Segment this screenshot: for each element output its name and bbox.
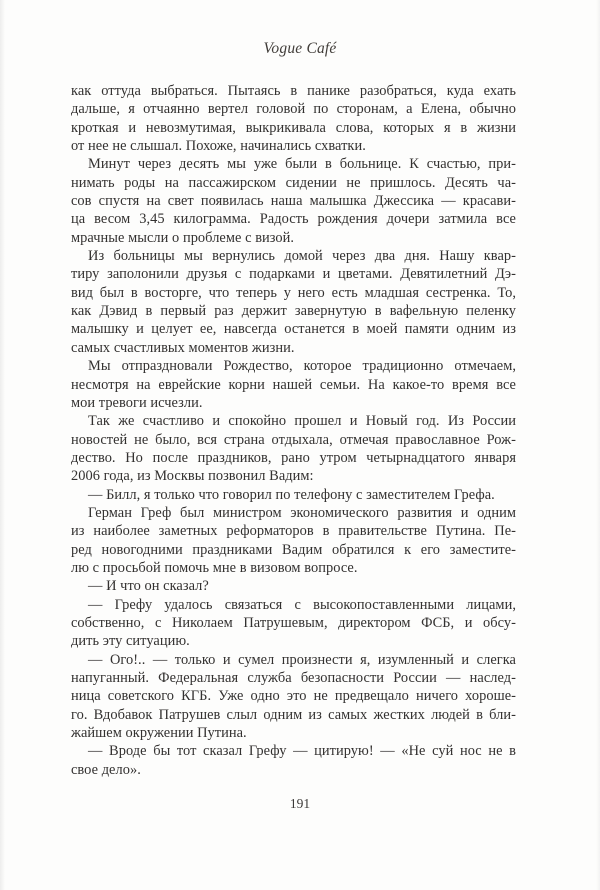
text-line: мои тревоги исчезли. (71, 394, 203, 411)
text-line: тиру заполонили друзья с подарками и цветами. Девятилетний Дэ- (71, 266, 516, 283)
text-line: вид был в восторге, что теперь у него есть младшая сестренка. То, (71, 284, 516, 301)
text-line: несмотря на еврейские корни нашей семьи. На какое-то время все (71, 376, 516, 393)
text-line: малышку и целует ее, навсегда останется в моей памяти одним из (71, 321, 516, 338)
text-line: Так же счастливо и спокойно прошел и Новый год. Из России (88, 413, 516, 430)
text-line: кроткая и невозмутимая, выкрикивала слова, которых я в жизни (71, 119, 516, 136)
page-body (71, 82, 516, 779)
text-line: сов спустя на свет появилась наша малышка Джессика — красави- (71, 193, 516, 210)
text-line: лю с просьбой помочь мне в визовом вопросе. (71, 559, 358, 576)
paragraph (71, 247, 516, 357)
paragraph (71, 155, 516, 247)
paragraph (71, 596, 516, 651)
text-line: Мы отпраздновали Рождество, которое традиционно отмечаем, (88, 358, 516, 375)
text-line: дальше, я отчаянно вертел головой по сторонам, а Елена, обычно (71, 101, 516, 118)
paragraph (71, 357, 516, 412)
text-line: ница советского КГБ. Уже одно это не предвещало ничего хороше- (71, 688, 516, 705)
paragraph (71, 577, 516, 595)
text-line: ца весом 3,45 килограмма. Радость рождения дочери затмила все (71, 211, 516, 228)
text-line: 2006 года, из Москвы позвонил Вадим: (71, 468, 314, 485)
text-line: самых счастливых моментов жизни. (71, 339, 295, 356)
running-header: Vogue Café (263, 40, 337, 57)
text-line: — Вроде бы тот сказал Грефу — цитирую! — «Не суй нос не в (88, 743, 516, 760)
text-line: Герман Греф был министром экономического развития и одним (88, 504, 516, 521)
paragraph (71, 742, 516, 779)
text-line: из наиболее заметных реформаторов в правительстве Путина. Пе- (71, 523, 516, 540)
text-line: от нее не слышал. Похоже, начинались схватки. (71, 138, 366, 155)
text-line: Минут через десять мы уже были в больнице. К счастью, при- (88, 156, 516, 173)
text-line: нимать роды на пассажирском сидении не пришлось. Десять ча- (71, 174, 516, 191)
text-line: го. Вдобавок Патрушев слыл одним из самых жестких людей в бли- (71, 706, 516, 723)
paragraph (71, 486, 516, 504)
text-line: — Грефу удалось связаться с высокопоставленными лицами, (88, 596, 516, 613)
paragraph (71, 504, 516, 577)
text-line: новостей не было, вся страна отдыхала, отмечая православное Рож- (71, 431, 516, 448)
text-line: мрачные мысли о проблеме с визой. (71, 229, 295, 246)
text-line: как Дэвид в первый раз держит завернутую в вафельную пеленку (71, 303, 516, 320)
text-line: собственно, с Николаем Патрушевым, директором ФСБ, и обсу- (71, 614, 516, 631)
text-line: свое дело». (71, 761, 141, 778)
page-number: 191 (289, 796, 311, 811)
text-line: напуганный. Федеральная служба безопасности России — наслед- (71, 670, 516, 686)
text-line: дить эту ситуацию. (71, 633, 190, 650)
text-line: — Ого!.. — только и сумел произнести я, изумленный и слегка (88, 651, 516, 668)
text-line: ред новогодними праздниками Вадим обратился к его заместите- (71, 541, 516, 558)
paragraph (71, 82, 516, 155)
paragraph (71, 412, 516, 485)
paragraph (71, 651, 516, 743)
text-line: — И что он сказал? (88, 578, 209, 595)
text-line: жайшем окружении Путина. (71, 725, 247, 742)
text-line: дество. Но после праздников, рано утром четырнадцатого января (71, 449, 516, 466)
text-line: — Билл, я только что говорил по телефону с заместителем Грефа. (88, 486, 495, 503)
text-line: как оттуда выбраться. Пытаясь в панике разобраться, куда ехать (71, 83, 516, 99)
text-line: Из больницы мы вернулись домой через два дня. Нашу квар- (88, 248, 516, 265)
